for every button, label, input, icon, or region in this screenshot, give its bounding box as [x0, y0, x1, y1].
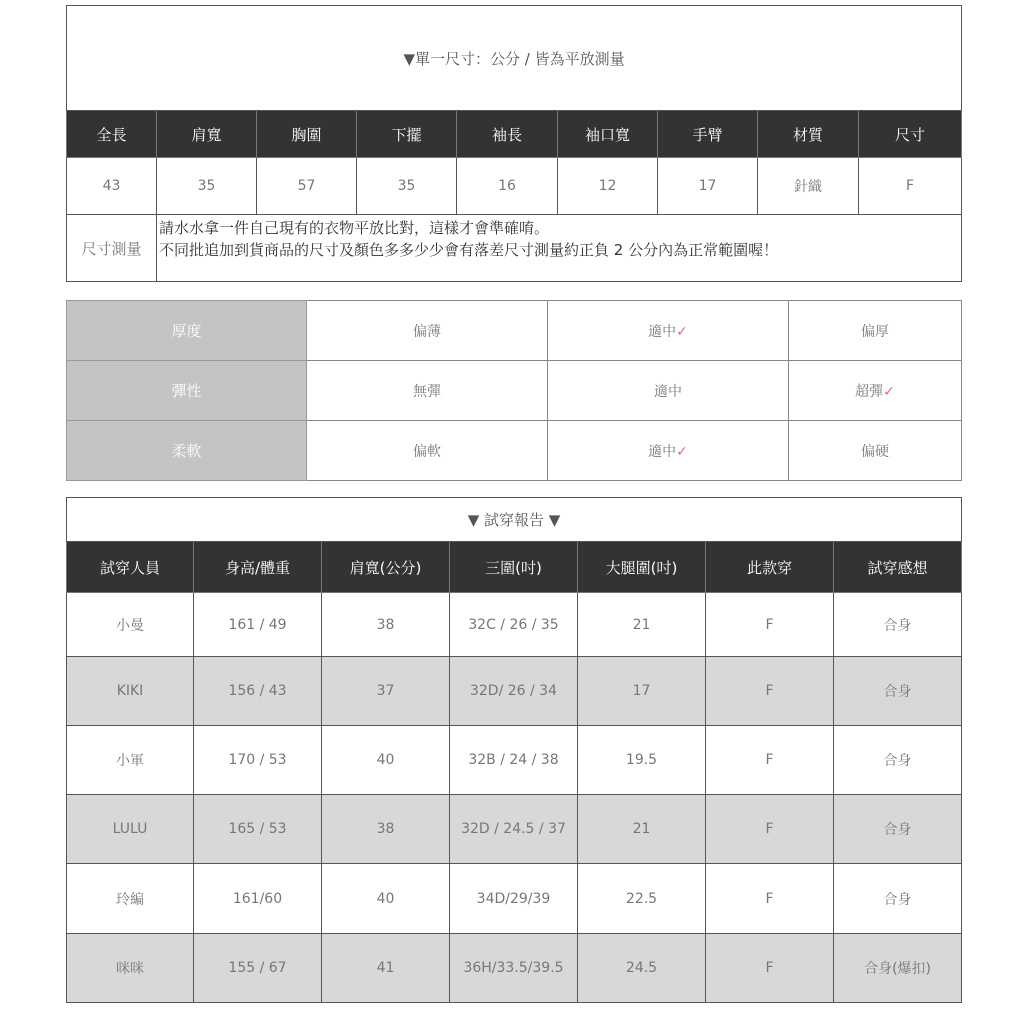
report-cell: 合身(爆扣): [834, 934, 962, 1003]
fitting-report-title: ▼ 試穿報告 ▼: [67, 498, 962, 542]
check-mark-icon: ✓: [676, 443, 688, 460]
report-cell: F: [706, 593, 834, 657]
size-table: [66, 5, 962, 282]
report-cell: F: [706, 864, 834, 934]
report-header-cell: 三圍(吋): [450, 542, 578, 593]
size-header-cell: 下擺: [357, 111, 457, 158]
feel-option-label: 超彈: [855, 383, 884, 400]
table-row: [67, 934, 962, 1003]
report-cell: 155 / 67: [194, 934, 322, 1003]
report-cell: 合身: [834, 795, 962, 864]
report-cell: 165 / 53: [194, 795, 322, 864]
feel-option-label: 無彈: [413, 383, 441, 400]
feel-option: [307, 301, 548, 361]
size-header-cell: 全長: [67, 111, 157, 158]
size-value-cell: F: [859, 158, 962, 215]
feel-option: [789, 301, 962, 361]
report-cell: 合身: [834, 593, 962, 657]
report-cell: 合身: [834, 657, 962, 726]
report-cell: F: [706, 726, 834, 795]
measure-note-line: 不同批追加到貨商品的尺寸及顏色多多少少會有落差尺寸測量約正負 2 公分內為正常範圍喔！: [159, 241, 779, 259]
size-value-cell: 針織: [758, 158, 859, 215]
table-row: [67, 657, 962, 726]
report-cell: 32D/ 26 / 34: [450, 657, 578, 726]
feel-option: [548, 421, 789, 481]
report-cell: 小軍: [67, 726, 194, 795]
report-cell: 32C / 26 / 35: [450, 593, 578, 657]
report-cell: 36H/33.5/39.5: [450, 934, 578, 1003]
report-cell: 38: [322, 795, 450, 864]
size-header-cell: 袖長: [457, 111, 558, 158]
report-cell: 21: [578, 593, 706, 657]
feel-label: 柔軟: [67, 421, 307, 481]
size-value-cell: 57: [257, 158, 357, 215]
measure-note-label: 尺寸測量: [67, 215, 157, 282]
feel-option: [307, 421, 548, 481]
feel-label: 厚度: [67, 301, 307, 361]
report-cell: 32B / 24 / 38: [450, 726, 578, 795]
fitting-report-table: [66, 497, 962, 1003]
report-cell: 24.5: [578, 934, 706, 1003]
size-value-cell: 43: [67, 158, 157, 215]
report-cell: 170 / 53: [194, 726, 322, 795]
report-cell: F: [706, 934, 834, 1003]
measure-note: [157, 215, 962, 282]
feel-option: [307, 361, 548, 421]
report-cell: 玲編: [67, 864, 194, 934]
size-value-cell: 12: [558, 158, 658, 215]
report-cell: 32D / 24.5 / 37: [450, 795, 578, 864]
table-row: [67, 726, 962, 795]
report-cell: 17: [578, 657, 706, 726]
report-header-cell: 試穿感想: [834, 542, 962, 593]
report-cell: 40: [322, 864, 450, 934]
feel-label: 彈性: [67, 361, 307, 421]
feel-option: [548, 301, 789, 361]
check-mark-icon: ✓: [676, 323, 688, 340]
feel-option-label: 適中: [648, 443, 677, 460]
report-cell: 合身: [834, 726, 962, 795]
size-value-cell: 35: [357, 158, 457, 215]
table-row: [67, 864, 962, 934]
feel-row: [67, 421, 962, 481]
measure-note-line: 請水水拿一件自己現有的衣物平放比對，這樣才會準確唷。: [159, 219, 550, 237]
size-value-cell: 16: [457, 158, 558, 215]
report-cell: 19.5: [578, 726, 706, 795]
size-header-cell: 材質: [758, 111, 859, 158]
report-cell: 34D/29/39: [450, 864, 578, 934]
check-mark-icon: ✓: [883, 383, 895, 400]
size-header-cell: 尺寸: [859, 111, 962, 158]
size-header-row: [67, 111, 962, 158]
report-header-cell: 此款穿: [706, 542, 834, 593]
size-header-cell: 手臂: [658, 111, 758, 158]
size-table-title: ▼單一尺寸：公分 / 皆為平放測量: [67, 6, 962, 111]
feel-option-label: 適中: [648, 323, 677, 340]
report-cell: 小曼: [67, 593, 194, 657]
table-row: [67, 593, 962, 657]
report-cell: KIKI: [67, 657, 194, 726]
feel-row: [67, 361, 962, 421]
report-cell: 22.5: [578, 864, 706, 934]
size-value-cell: 17: [658, 158, 758, 215]
feel-row: [67, 301, 962, 361]
report-cell: 41: [322, 934, 450, 1003]
size-value-row: [67, 158, 962, 215]
feel-option-label: 適中: [654, 383, 682, 400]
report-cell: F: [706, 657, 834, 726]
size-header-cell: 肩寬: [157, 111, 257, 158]
feel-option: [548, 361, 789, 421]
report-cell: 38: [322, 593, 450, 657]
report-cell: 合身: [834, 864, 962, 934]
size-header-cell: 胸圍: [257, 111, 357, 158]
report-header-cell: 肩寬(公分): [322, 542, 450, 593]
feel-option: [789, 361, 962, 421]
report-cell: 161 / 49: [194, 593, 322, 657]
fabric-feel-table: [66, 300, 962, 481]
report-cell: 156 / 43: [194, 657, 322, 726]
report-header-row: [67, 542, 962, 593]
feel-option-label: 偏薄: [413, 323, 441, 340]
report-header-cell: 身高/體重: [194, 542, 322, 593]
feel-option-label: 偏硬: [861, 443, 889, 460]
report-cell: 37: [322, 657, 450, 726]
report-cell: F: [706, 795, 834, 864]
report-cell: LULU: [67, 795, 194, 864]
report-cell: 咪咪: [67, 934, 194, 1003]
size-header-cell: 袖口寬: [558, 111, 658, 158]
table-row: [67, 795, 962, 864]
report-cell: 40: [322, 726, 450, 795]
size-value-cell: 35: [157, 158, 257, 215]
report-header-cell: 試穿人員: [67, 542, 194, 593]
feel-option-label: 偏軟: [413, 443, 441, 460]
report-header-cell: 大腿圍(吋): [578, 542, 706, 593]
feel-option: [789, 421, 962, 481]
report-cell: 21: [578, 795, 706, 864]
feel-option-label: 偏厚: [861, 323, 889, 340]
report-cell: 161/60: [194, 864, 322, 934]
